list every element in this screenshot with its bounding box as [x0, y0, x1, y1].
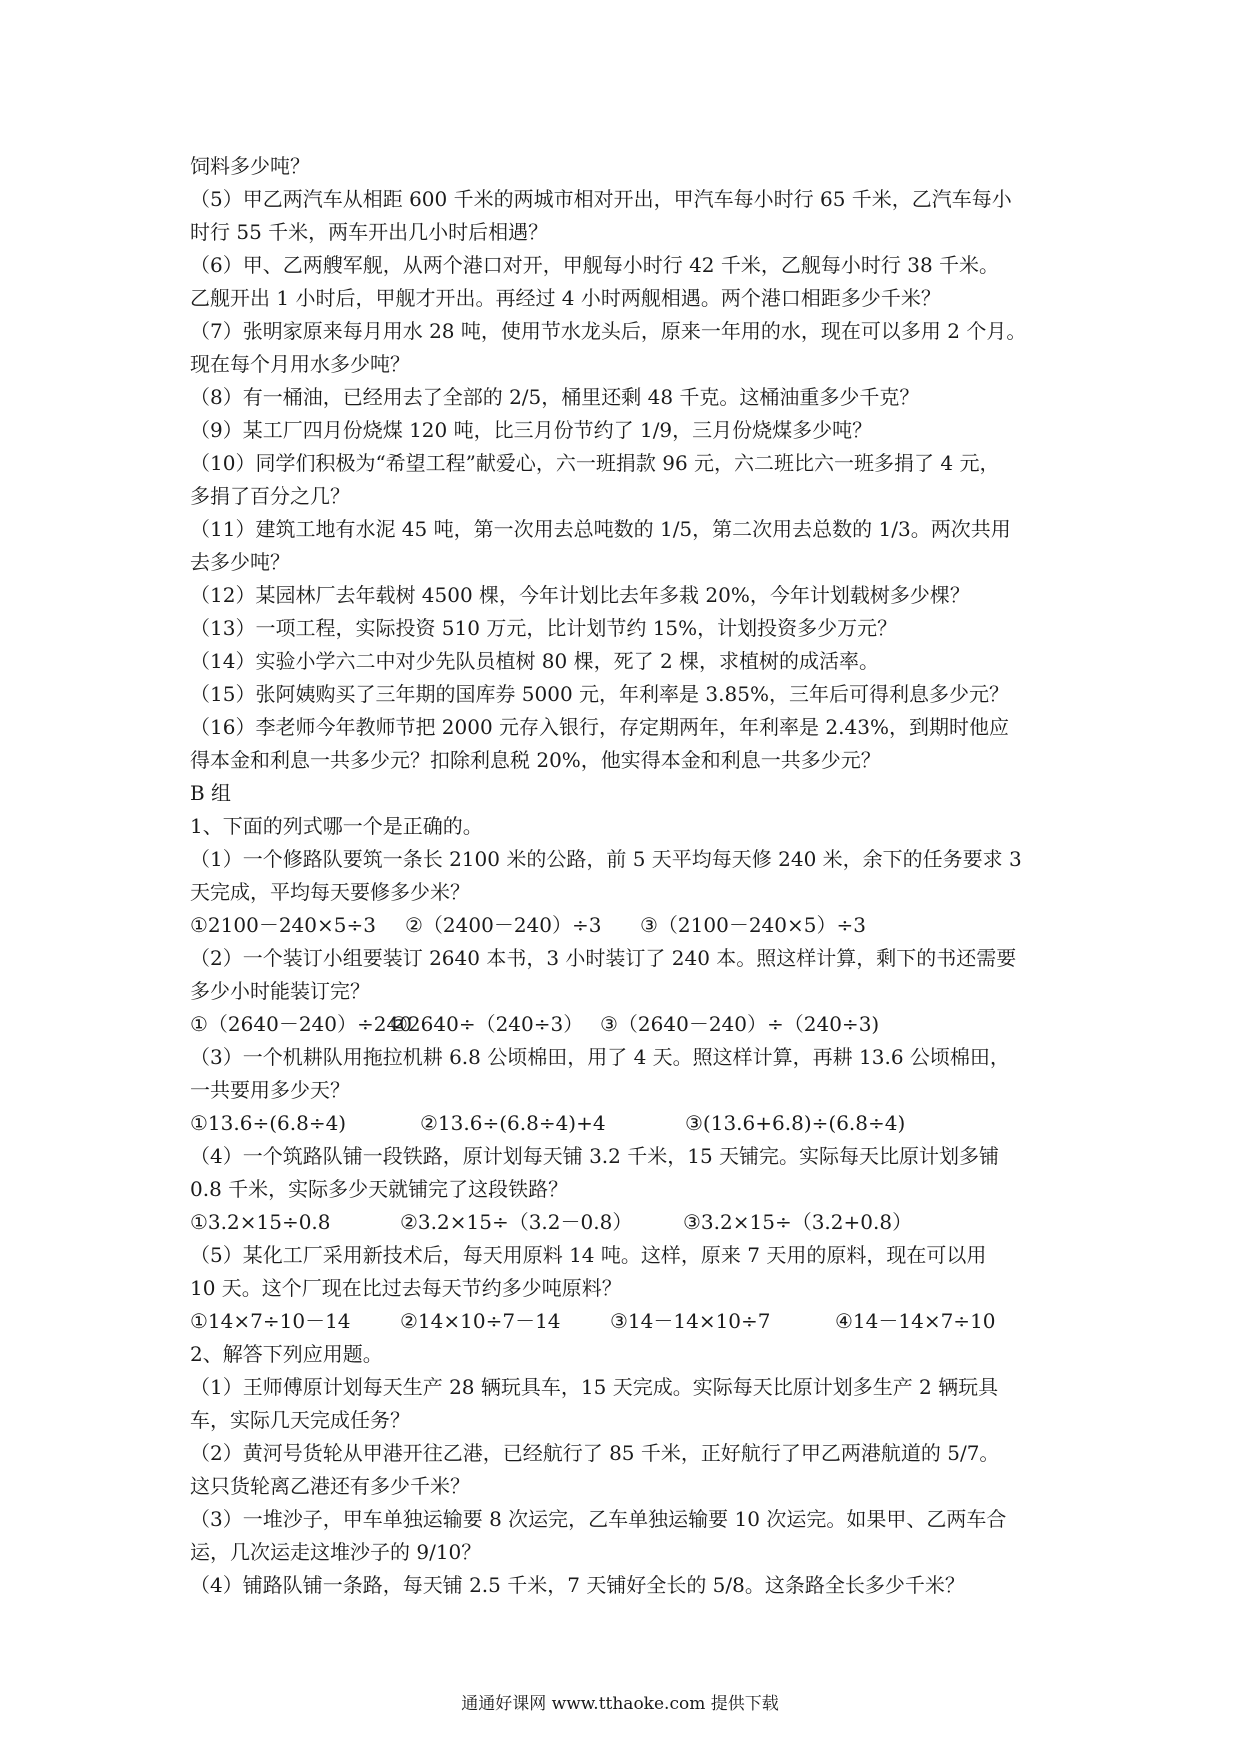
text-line: （9）某工厂四月份烧煤 120 吨，比三月份节约了 1/9，三月份烧煤多少吨？: [190, 418, 873, 442]
text-line: 1、下面的列式哪一个是正确的。: [190, 814, 483, 838]
worksheet-content: [190, 150, 1060, 1602]
text-line: （14）实验小学六二中对少先队员植树 80 棵，死了 2 棵，求植树的成活率。: [190, 649, 880, 673]
option: ①2100－240×5÷3: [190, 913, 376, 937]
text-line: （2）黄河号货轮从甲港开往乙港，已经航行了 85 千米，正好航行了甲乙两港航道的 5/7。: [190, 1441, 1000, 1465]
text-line: （11）建筑工地有水泥 45 吨，第一次用去总吨数的 1/5，第二次用去总数的 1/3。两次共用: [190, 517, 1011, 541]
options-row-5: [190, 1305, 1060, 1338]
option: ③3.2×15÷（3.2+0.8）: [683, 1210, 913, 1234]
text-line: 时行 55 千米，两车开出几小时后相遇？: [190, 220, 549, 244]
text-block-f: [190, 1338, 1060, 1602]
option: ①14×7÷10－14: [190, 1309, 351, 1333]
text-line: （8）有一桶油，已经用去了全部的 2/5，桶里还剩 48 千克。这桶油重多少千克？: [190, 385, 920, 409]
option: ③14－14×10÷7: [610, 1309, 771, 1333]
option: ①（2640－240）÷240: [190, 1012, 412, 1036]
text-line: （1）王师傅原计划每天生产 28 辆玩具车，15 天完成。实际每天比原计划多生产 2 辆玩具: [190, 1375, 999, 1399]
options-row-3: [190, 1107, 1060, 1140]
text-block-e: [190, 1239, 1060, 1305]
text-line: （12）某园林厂去年载树 4500 棵，今年计划比去年多栽 20%，今年计划载树多少棵？: [190, 583, 970, 607]
option: ④14－14×7÷10: [835, 1309, 996, 1333]
option: ③(13.6+6.8)÷(6.8÷4): [685, 1111, 906, 1135]
text-block-d: [190, 1140, 1060, 1206]
text-line: 2、解答下列应用题。: [190, 1342, 383, 1366]
options-row-2: [190, 1008, 1060, 1041]
text-line: 去多少吨？: [190, 550, 290, 574]
text-block-b: [190, 942, 1060, 1008]
option: ②14×10÷7－14: [400, 1309, 561, 1333]
text-line: 车，实际几天完成任务？: [190, 1408, 410, 1432]
text-line: （6）甲、乙两艘军舰，从两个港口对开，甲舰每小时行 42 千米，乙舰每小时行 38 千米。: [190, 253, 1000, 277]
text-line: 饲料多少吨？: [190, 154, 310, 178]
text-line: （16）李老师今年教师节把 2000 元存入银行，存定期两年，年利率是 2.43%，到期时他应: [190, 715, 1009, 739]
text-line: （5）甲乙两汽车从相距 600 千米的两城市相对开出，甲汽车每小时行 65 千米，乙汽车每小: [190, 187, 1012, 211]
text-line: （4）一个筑路队铺一段铁路，原计划每天铺 3.2 千米，15 天铺完。实际每天比原计划多铺: [190, 1144, 1000, 1168]
text-line: （13）一项工程，实际投资 510 万元，比计划节约 15%，计划投资多少万元？: [190, 616, 898, 640]
text-line: （7）张明家原来每月用水 28 吨，使用节水龙头后，原来一年用的水，现在可以多用 2 个月。: [190, 319, 1027, 343]
text-line: 多捐了百分之几？: [190, 484, 350, 508]
text-line: （3）一堆沙子，甲车单独运输要 8 次运完，乙车单独运输要 10 次运完。如果甲、乙两车合: [190, 1507, 1007, 1531]
text-block-a: [190, 150, 1060, 909]
options-row-4: [190, 1206, 1060, 1239]
text-line: 天完成，平均每天要修多少米？: [190, 880, 470, 904]
text-line: （10）同学们积极为“希望工程”献爱心，六一班捐款 96 元，六二班比六一班多捐了 4 元，: [190, 451, 1000, 475]
text-line: B 组: [190, 781, 232, 805]
option: ②13.6÷(6.8÷4)+4: [420, 1111, 606, 1135]
text-line: 运，几次运走这堆沙子的 9/10？: [190, 1540, 482, 1564]
text-line: （4）铺路队铺一条路，每天铺 2.5 千米，7 天铺好全长的 5/8。这条路全长多少千米？: [190, 1573, 965, 1597]
text-line: （1）一个修路队要筑一条长 2100 米的公路，前 5 天平均每天修 240 米，余下的任务要求 3: [190, 847, 1022, 871]
text-line: （15）张阿姨购买了三年期的国库券 5000 元，年利率是 3.85%，三年后可得利息多少元？: [190, 682, 1009, 706]
text-line: 这只货轮离乙港还有多少千米？: [190, 1474, 470, 1498]
option: ②（2400－240）÷3: [405, 913, 602, 937]
option: ②3.2×15÷（3.2－0.8）: [400, 1210, 633, 1234]
text-line: （3）一个机耕队用拖拉机耕 6.8 公顷棉田，用了 4 天。照这样计算，再耕 13.6 公顷棉田，: [190, 1045, 1010, 1069]
options-row-1: [190, 909, 1060, 942]
option: ①13.6÷(6.8÷4): [190, 1111, 347, 1135]
option: ②2640÷（240÷3）: [390, 1012, 584, 1036]
option: ③（2640－240）÷（240÷3): [600, 1012, 880, 1036]
text-block-c: [190, 1041, 1060, 1107]
option: ①3.2×15÷0.8: [190, 1210, 331, 1234]
text-line: （5）某化工厂采用新技术后，每天用原料 14 吨。这样，原来 7 天用的原料，现在可以用: [190, 1243, 987, 1267]
option: ③（2100－240×5）÷3: [640, 913, 866, 937]
page-footer: 通通好课网 www.tthaoke.com 提供下载: [461, 1694, 779, 1714]
text-line: 现在每个月用水多少吨？: [190, 352, 410, 376]
text-line: 得本金和利息一共多少元？扣除利息税 20%，他实得本金和利息一共多少元？: [190, 748, 881, 772]
text-line: 多少小时能装订完？: [190, 979, 370, 1003]
text-line: 乙舰开出 1 小时后，甲舰才开出。再经过 4 小时两舰相遇。两个港口相距多少千米？: [190, 286, 941, 310]
text-line: （2）一个装订小组要装订 2640 本书，3 小时装订了 240 本。照这样计算，剩下的书还需要: [190, 946, 1017, 970]
text-line: 10 天。这个厂现在比过去每天节约多少吨原料？: [190, 1276, 622, 1300]
text-line: 0.8 千米，实际多少天就铺完了这段铁路？: [190, 1177, 569, 1201]
text-line: 一共要用多少天？: [190, 1078, 350, 1102]
